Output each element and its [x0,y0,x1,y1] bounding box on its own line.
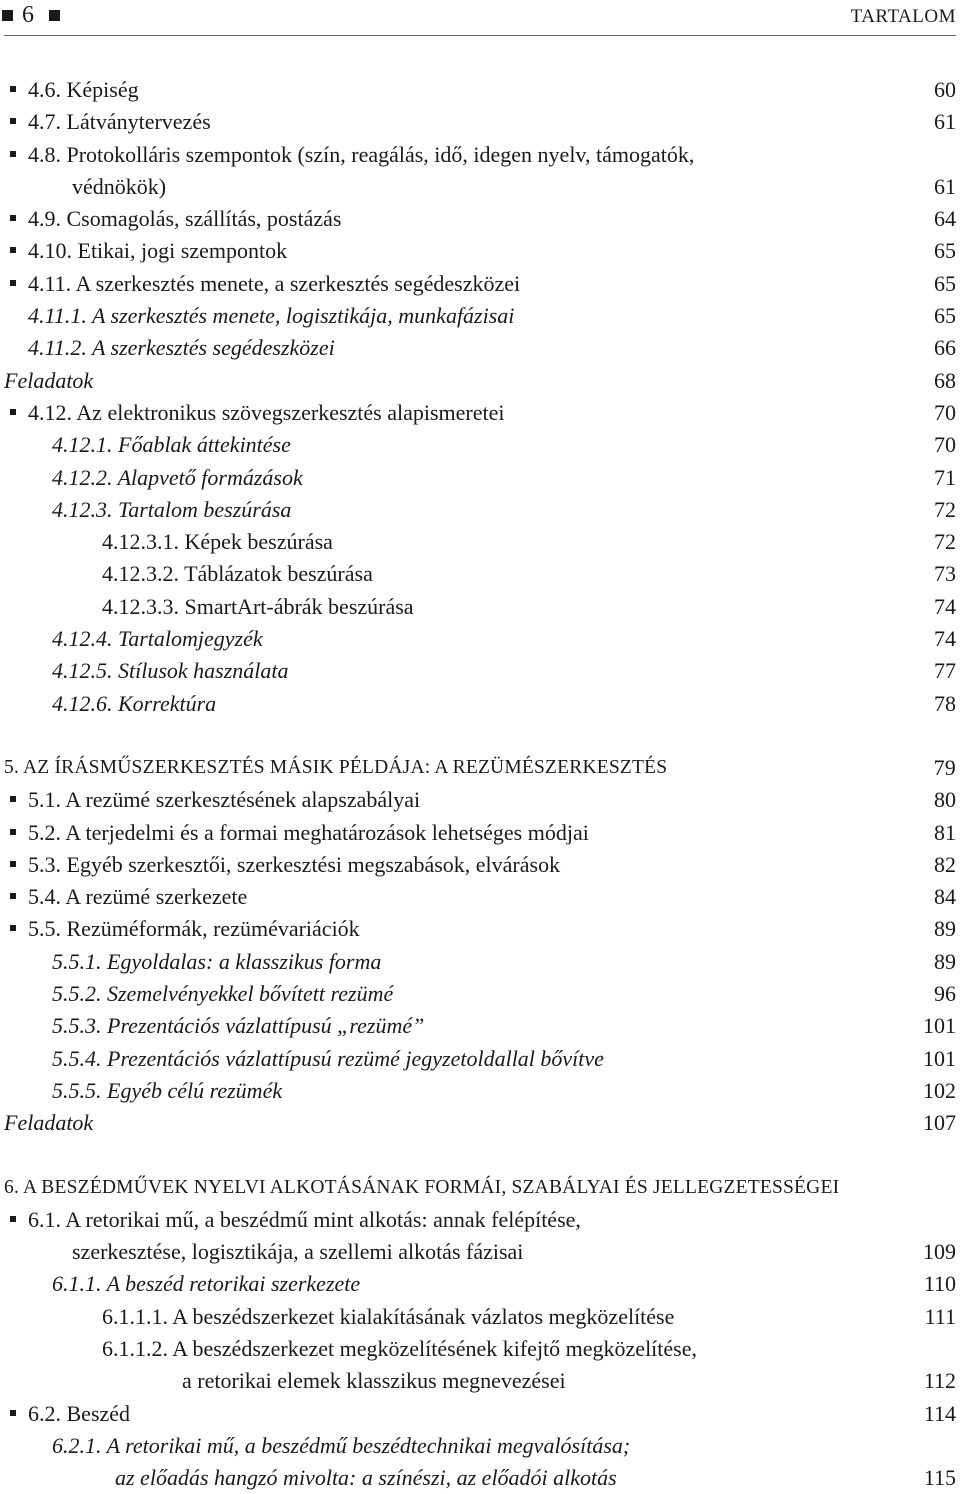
square-bullet-icon [10,861,16,867]
toc-entry-page: 80 [934,787,956,813]
toc-entry-title: a retorikai elemek klasszikus megnevezései [182,1368,566,1394]
toc-entry-title: 5.3. Egyéb szerkesztői, szerkesztési megszabások, elvárások [28,851,561,877]
toc-entry-page: 70 [934,399,956,425]
toc-entry[interactable] [0,849,960,881]
toc-entry-page: 102 [923,1077,956,1103]
toc-entry-title: 6. A BESZÉDMŰVEK NYELVI ALKOTÁSÁNAK FORMÁI, SZABÁLYAI ÉS JELLEGZETESSÉGEI [4,1176,840,1198]
toc-entry-title: 5.2. A terjedelmi és a formai meghatározások lehetséges módjai [28,819,589,845]
square-bullet-icon [10,409,16,415]
page-header [0,0,960,34]
toc-entry-page: 107 [923,1110,956,1136]
toc-entry[interactable] [0,462,960,494]
section-title: TARTALOM [850,6,956,27]
toc-entry-page: 70 [934,432,956,458]
toc-entry-page: 79 [933,754,956,780]
toc-entry-page: 66 [934,335,956,361]
toc-entry-page: 65 [934,303,956,329]
toc-entry[interactable] [0,365,960,397]
toc-entry-page: 82 [934,851,956,877]
toc-entry[interactable] [0,332,960,364]
toc-entry-page: 73 [934,561,956,587]
toc-entry[interactable] [0,558,960,590]
square-bullet-icon [10,893,16,899]
toc-entry[interactable] [0,591,960,623]
toc-entry-page: 74 [934,593,956,619]
toc-entry-page: 60 [934,77,956,102]
square-bullet-icon [10,796,16,802]
toc-entry-title: 5.5.5. Egyéb célú rezümék [52,1077,283,1103]
toc-entry-title: Feladatok [4,367,94,393]
toc-entry-page: 71 [934,464,956,490]
toc-entry-title: 4.12.3.1. Képek beszúrása [102,529,333,555]
toc-entry[interactable] [0,688,960,720]
toc-entry[interactable] [0,1236,960,1268]
toc-entry-title: 6.1.1.1. A beszédszerkezet kialakításának vázlatos megközelítése [102,1303,675,1329]
page-number: 6 [22,2,34,28]
square-bullet-icon [10,215,16,221]
square-bullet-icon [10,1410,16,1416]
toc-entry[interactable] [0,1075,960,1107]
toc-entry-title: az előadás hangzó mivolta: a színészi, az előadói alkotás [115,1465,617,1491]
toc-entry-page: 96 [934,981,956,1007]
toc-entry-page: 72 [934,496,956,522]
toc-entry-title: 6.1. A retorikai mű, a beszédmű mint alkotás: annak felépítése, [28,1206,581,1232]
toc-entry-title: 5.4. A rezümé szerkezete [28,884,248,910]
toc-entry-title: 4.7. Látványtervezés [28,109,211,135]
toc-entry[interactable] [0,74,960,106]
toc-entry-page: 65 [934,238,956,264]
toc-entry[interactable] [0,1333,960,1365]
toc-entry[interactable] [0,268,960,300]
toc-entry[interactable] [0,1204,960,1236]
toc-entry[interactable] [0,1010,960,1042]
toc-entry[interactable] [0,429,960,461]
toc-entry-title: 5.5. Rezüméformák, rezümévariációk [28,916,360,942]
toc-entry-title: 4.12. Az elektronikus szövegszerkesztés alapismeretei [28,399,505,425]
toc-entry-page: 81 [934,819,956,845]
toc-entry[interactable] [0,139,960,171]
toc-entry-title: 4.11.1. A szerkesztés menete, logisztikája, munkafázisai [28,303,515,329]
toc-entry-page: 68 [934,367,956,393]
toc-entry-page: 101 [923,1013,956,1039]
toc-entry-title: 5.5.4. Prezentációs vázlattípusú rezümé jegyzetoldallal bővítve [52,1045,604,1071]
toc-entry-title: 4.6. Képiség [28,77,139,102]
square-bullet-icon [2,10,13,21]
toc-entry[interactable] [0,1430,960,1462]
toc-entry[interactable] [0,1043,960,1075]
toc-entry-page: 84 [934,884,956,910]
toc-entry[interactable] [0,106,960,138]
toc-entry-title: 5. AZ ÍRÁSMŰSZERKESZTÉS MÁSIK PÉLDÁJA: A REZÜMÉSZERKESZTÉS [4,756,668,778]
toc-entry-page: 109 [923,1239,956,1265]
toc-entry-title: 5.5.1. Egyoldalas: a klasszikus forma [52,948,382,974]
table-of-contents [0,74,960,1494]
toc-entry-page: 111 [924,1303,956,1329]
toc-entry-title: 4.12.3.3. SmartArt-ábrák beszúrása [102,593,414,619]
toc-entry-title: 4.12.5. Stílusok használata [52,658,289,684]
toc-entry-title: 4.9. Csomagolás, szállítás, postázás [28,206,342,232]
toc-entry-page: 61 [934,109,956,135]
toc-entry-title: 6.2. Beszéd [28,1400,131,1426]
toc-entry-page: 89 [934,916,956,942]
toc-entry[interactable] [0,1462,960,1494]
toc-entry-title: 6.2.1. A retorikai mű, a beszédmű beszédtechnikai megvalósítása; [52,1432,631,1458]
toc-entry-title: védnökök) [72,173,167,199]
toc-entry[interactable] [0,1172,960,1204]
square-bullet-icon [10,247,16,253]
toc-entry-page: 64 [934,206,956,232]
toc-entry[interactable] [0,881,960,913]
toc-entry[interactable] [0,300,960,332]
toc-entry[interactable] [0,946,960,978]
toc-entry[interactable] [0,752,960,784]
toc-entry-page: 89 [934,948,956,974]
toc-entry[interactable] [0,784,960,816]
header-rule [4,35,956,36]
toc-entry[interactable] [0,913,960,945]
toc-entry-title: 4.12.4. Tartalomjegyzék [52,626,263,652]
toc-entry-page: 65 [934,270,956,296]
square-bullet-icon [10,86,16,92]
toc-entry-title: 4.11. A szerkesztés menete, a szerkesztés segédeszközei [28,270,521,296]
toc-entry[interactable] [0,1268,960,1300]
toc-entry-page: 74 [934,626,956,652]
toc-entry-page: 101 [923,1045,956,1071]
toc-entry-title: 5.5.3. Prezentációs vázlattípusú „rezümé” [52,1013,425,1039]
toc-entry-page: 114 [923,1400,956,1426]
toc-entry-page: 61 [934,173,956,199]
toc-entry-title: 5.5.2. Szemelvényekkel bővített rezümé [52,981,394,1007]
toc-entry[interactable] [0,1107,960,1139]
square-bullet-icon [10,925,16,931]
toc-entry[interactable] [0,171,960,203]
toc-entry[interactable] [0,1365,960,1397]
square-bullet-icon [10,151,16,157]
toc-entry[interactable] [0,623,960,655]
toc-entry[interactable] [0,978,960,1010]
toc-entry-page: 112 [923,1368,956,1394]
toc-entry-title: 4.8. Protokolláris szempontok (szín, reagálás, idő, idegen nyelv, támogatók, [28,141,695,167]
toc-entry[interactable] [0,1398,960,1430]
toc-entry-page: 77 [934,658,956,684]
toc-entry-title: Feladatok [4,1110,94,1136]
square-bullet-icon [10,1216,16,1222]
square-bullet-icon [10,280,16,286]
square-bullet-icon [10,829,16,835]
toc-entry-title: 4.12.1. Főablak áttekintése [52,432,291,458]
toc-entry[interactable] [0,817,960,849]
toc-entry[interactable] [0,1301,960,1333]
toc-entry-title: 4.10. Etikai, jogi szempontok [28,238,288,264]
toc-entry-page: 78 [934,690,956,716]
toc-entry-title: 4.12.2. Alapvető formázások [52,464,303,490]
toc-entry-title: 6.1.1.2. A beszédszerkezet megközelítésének kifejtő megközelítése, [102,1335,697,1361]
toc-entry[interactable] [0,526,960,558]
toc-entry-title: szerkesztése, logisztikája, a szellemi alkotás fázisai [72,1239,524,1265]
toc-entry-title: 4.12.3.2. Táblázatok beszúrása [102,561,373,587]
toc-entry-page: 72 [934,529,956,555]
square-bullet-icon [49,10,60,21]
section-gap [0,1140,960,1172]
section-gap [0,720,960,752]
toc-entry[interactable] [0,494,960,526]
toc-entry-title: 4.11.2. A szerkesztés segédeszközei [28,335,335,361]
toc-entry-title: 4.12.3. Tartalom beszúrása [52,496,292,522]
toc-entry-title: 4.12.6. Korrektúra [52,690,217,716]
toc-entry[interactable] [0,655,960,687]
square-bullet-icon [10,118,16,124]
toc-entry-title: 6.1.1. A beszéd retorikai szerkezete [52,1271,361,1297]
toc-entry[interactable] [0,203,960,235]
toc-entry-page: 110 [923,1271,956,1297]
toc-entry-page: 115 [923,1465,956,1491]
toc-entry-title: 5.1. A rezümé szerkesztésének alapszabályai [28,787,421,813]
toc-entry[interactable] [0,397,960,429]
toc-entry[interactable] [0,235,960,267]
